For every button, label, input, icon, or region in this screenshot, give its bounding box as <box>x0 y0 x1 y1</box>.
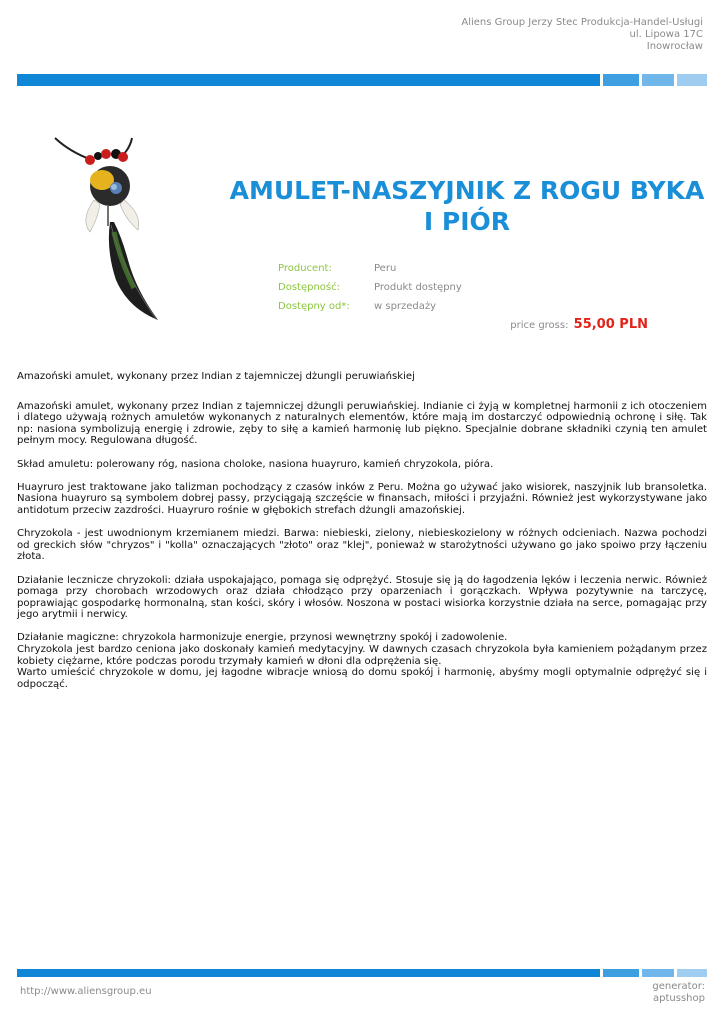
description-intro: Amazoński amulet, wykonany przez Indian z tajemniczej dżungli peruwiańskiej <box>17 371 415 382</box>
product-title: AMULET-NASZYJNIK Z ROGU BYKA I PIÓR <box>229 176 705 236</box>
description-paragraph: Skład amuletu: polerowany róg, nasiona choloke, nasiona huayruro, kamień chryzokola, pióra. <box>17 458 494 470</box>
generator-label: generator: <box>652 981 705 992</box>
description-paragraph: Huayruro jest traktowane jako talizman pochodzący z czasów inków z Peru. Można go używać jako wisiorek, naszyjnik lub bransoletka. Nasiona huayruro są symbolem dobrej passy, przyciągają szczęście w finansach, miłości i przyjaźni. Również jest wykorzystywane jako antidotum przeciw zazdrości. Huayruro rośnie w głębokich strefach dżungli amazońskiej. <box>17 481 707 516</box>
attribute-availability <box>278 281 462 300</box>
product-image <box>50 130 180 330</box>
description-line: Działanie magiczne: chryzokola harmonizuje energie, przynosi wewnętrzny spokój i zadowolenie. <box>17 632 508 644</box>
company-name: Aliens Group Jerzy Stec Produkcja-Handel-Usługi <box>461 17 703 28</box>
description-paragraph: Chryzokola - jest uwodnionym krzemianem miedzi. Barwa: niebieski, zielony, niebieskozielony w różnych odcieniach. Nazwa pochodzi od greckich słów "chryzos" i "kolla" oznaczających "złoto" oraz "klej", ponieważ w starożytności używano go jako spoiwo przy łączeniu złota. <box>17 528 707 563</box>
price-value: 55,00 PLN <box>573 317 648 332</box>
header-divider-bar <box>17 74 707 86</box>
product-description <box>17 371 707 702</box>
attribute-producer <box>278 262 462 281</box>
attribute-label: Dostępny od*: <box>278 301 350 312</box>
company-street: ul. Lipowa 17C <box>629 29 703 40</box>
description-line: Warto umieścić chryzokole w domu, jej łagodne wibracje wniosą do domu spokój i harmonię, abyśmy mogli optymalnie odprężyć się i odpocząć. <box>17 667 707 690</box>
generator-credit <box>652 981 705 1005</box>
attribute-label: Producent: <box>278 263 332 274</box>
generator-name: aptusshop <box>653 993 705 1004</box>
description-paragraph <box>17 632 707 690</box>
description-paragraph: Amazoński amulet, wykonany przez Indian z tajemniczej dżungli peruwiańskiej. Indianie ci żyją w kompletnej harmonii z ich otoczeniem i dlatego używają rożnych amuletów wykonanych z naturalnych elementów, które mają im dostarczyć odpowiednią ochronę i siłę. Tak np: nasiona symbolizują energię i zdrowie, zęby to siłę a kamień harmonię lub piękno. Specjalnie dobrane składniki czynią ten amulet pełnym mocy. Regulowana długość. <box>17 400 707 447</box>
description-paragraph: Działanie lecznicze chryzokoli: działa uspokajająco, pomaga się odprężyć. Stosuje się ją do łagodzenia lęków i leczenia nerwic. Również pomaga przy chorobach wrzodowych oraz działa chłodząco przy oparzeniach i gorączkach. Wpływa pozytywnie na tarczycę, poprawiając gospodarkę hormonalną, stan kości, skóry i włosów. Noszona w postaci wisiorka korzystnie działa na serce, pomagając przy jego arytmii i nerwicy. <box>17 574 707 621</box>
attribute-label: Dostępność: <box>278 282 340 293</box>
company-address <box>461 17 703 53</box>
attribute-value: w sprzedaży <box>374 301 437 312</box>
attribute-available-from <box>278 300 462 319</box>
attribute-value: Produkt dostępny <box>374 282 462 293</box>
product-attributes <box>278 262 462 319</box>
footer-divider-bar <box>17 969 707 977</box>
company-city: Inowrocław <box>646 41 703 52</box>
description-line: Chryzokola jest bardzo ceniona jako doskonały kamień medytacyjny. W dawnych czasach chryzokola była kamieniem pożądanym przez kobiety ciężarne, które podczas porodu trzymały kamień w dłoni dla odprężenia się. <box>17 644 707 667</box>
price-label: price gross: <box>510 320 569 331</box>
price <box>510 317 648 332</box>
attribute-value: Peru <box>374 263 397 274</box>
site-url[interactable]: http://www.aliensgroup.eu <box>20 986 152 997</box>
